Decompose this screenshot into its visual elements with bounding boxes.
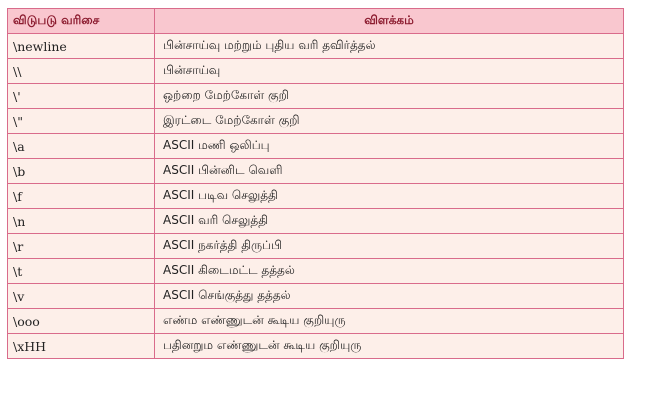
table-row	[8, 259, 624, 284]
sequence-cell: \a	[8, 134, 155, 159]
escape-sequence-table	[7, 8, 624, 359]
table-row	[8, 84, 624, 109]
table-row	[8, 59, 624, 84]
table-row	[8, 159, 624, 184]
description-cell: ASCII நகர்த்தி திருப்பி	[155, 234, 624, 259]
table-row	[8, 334, 624, 359]
sequence-cell: \\	[8, 59, 155, 84]
sequence-cell: \newline	[8, 34, 155, 59]
description-cell: பதினறும எண்ணுடன் கூடிய குறியுரு	[155, 334, 624, 359]
header-description: விளக்கம்	[155, 9, 624, 34]
description-cell: ASCII படிவ செலுத்தி	[155, 184, 624, 209]
table-row	[8, 284, 624, 309]
sequence-cell: \"	[8, 109, 155, 134]
description-cell: இரட்டை மேற்கோள் குறி	[155, 109, 624, 134]
escape-sequence-table-container	[7, 8, 623, 359]
sequence-cell: \v	[8, 284, 155, 309]
table-body	[8, 34, 624, 359]
table-row	[8, 234, 624, 259]
sequence-cell: \b	[8, 159, 155, 184]
table-row	[8, 209, 624, 234]
sequence-cell: \f	[8, 184, 155, 209]
sequence-cell: \n	[8, 209, 155, 234]
description-cell: ASCII வரி செலுத்தி	[155, 209, 624, 234]
description-cell: ASCII பின்னிட வெளி	[155, 159, 624, 184]
description-cell: ASCII மணி ஒலிப்பு	[155, 134, 624, 159]
description-cell: ASCII கிடைமட்ட தத்தல்	[155, 259, 624, 284]
table-row	[8, 134, 624, 159]
description-cell: பின்சாய்வு மற்றும் புதிய வரி தவிர்த்தல்	[155, 34, 624, 59]
table-row	[8, 184, 624, 209]
description-cell: எண்ம எண்ணுடன் கூடிய குறியுரு	[155, 309, 624, 334]
table-row	[8, 34, 624, 59]
description-cell: ASCII செங்குத்து தத்தல்	[155, 284, 624, 309]
sequence-cell: \'	[8, 84, 155, 109]
sequence-cell: \xHH	[8, 334, 155, 359]
description-cell: ஒற்றை மேற்கோள் குறி	[155, 84, 624, 109]
table-header	[8, 9, 624, 34]
sequence-cell: \ooo	[8, 309, 155, 334]
header-row	[8, 9, 624, 34]
table-row	[8, 309, 624, 334]
sequence-cell: \r	[8, 234, 155, 259]
sequence-cell: \t	[8, 259, 155, 284]
description-cell: பின்சாய்வு	[155, 59, 624, 84]
table-row	[8, 109, 624, 134]
header-sequence: விடுபடு வரிசை	[8, 9, 155, 34]
